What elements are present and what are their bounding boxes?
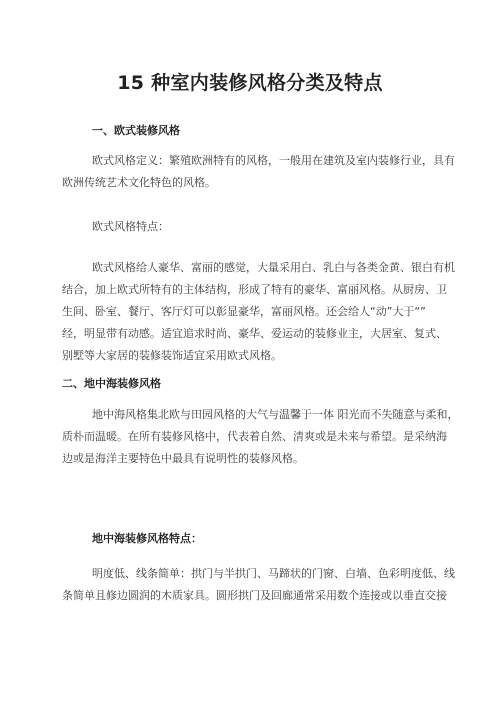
paragraph-european-features bbox=[62, 257, 455, 367]
paragraph-line: 生间、卧室、餐厅、客厅灯可以彰显豪华，富丽风格。还会给人“动”大于“” bbox=[62, 305, 426, 318]
paragraph-mediterranean-features bbox=[62, 563, 455, 607]
paragraph-line: 经，明显带有动感。适宜追求时尚、豪华、爱运动的装修业主，大居室、复式、 bbox=[62, 327, 447, 340]
paragraph-line: 欧式风格定义：繁殖欧洲特有的风格，一般用在建筑及室内装修行业，具有 bbox=[92, 154, 455, 167]
paragraph-line: 明度低、线条简单：拱门与半拱门、马蹄状的门窗、白墙、色彩明度低、线 bbox=[92, 567, 455, 580]
paragraph-line: 边或是海洋主要特色中最具有说明性的装修风格。 bbox=[62, 452, 304, 465]
paragraph-line: 条简单且修边圆润的木质家具。圆形拱门及回廊通常采用数个连接或以垂直交接 bbox=[62, 589, 447, 602]
section-heading-european: 一、欧式装修风格 bbox=[92, 124, 180, 137]
paragraph-mediterranean-intro bbox=[62, 404, 459, 470]
paragraph-line: 欧式风格特点： bbox=[92, 220, 169, 233]
section-heading-mediterranean: 二、地中海装修风格 bbox=[62, 377, 161, 390]
paragraph-line: 欧式风格给人豪华、富丽的感觉，大量采用白、乳白与各类金黄、银白有机 bbox=[92, 261, 455, 274]
paragraph-line: 欧洲传统艺术文化特色的风格。 bbox=[62, 176, 216, 189]
paragraph-european-definition bbox=[62, 150, 455, 194]
document-title: 15 种室内装修风格分类及特点 bbox=[117, 72, 383, 94]
paragraph-line: 质朴而温暖。在所有装修风格中，代表着自然、清爽或是未来与希望。是采纳海 bbox=[62, 430, 447, 443]
paragraph-european-features-label bbox=[92, 216, 412, 238]
paragraph-line: 地中海风格集北欧与田园风格的大气与温馨于一体 阳光而不失随意与柔和， bbox=[92, 408, 459, 421]
paragraph-line: 结合，加上欧式所特有的主体结构，形成了特有的豪华、富丽风格。从厨房、卫 bbox=[62, 283, 447, 296]
paragraph-line: 别墅等大家居的装修装饰适宜采用欧式风格。 bbox=[62, 349, 282, 362]
subheading-mediterranean-features: 地中海装修风格特点： bbox=[92, 532, 202, 545]
